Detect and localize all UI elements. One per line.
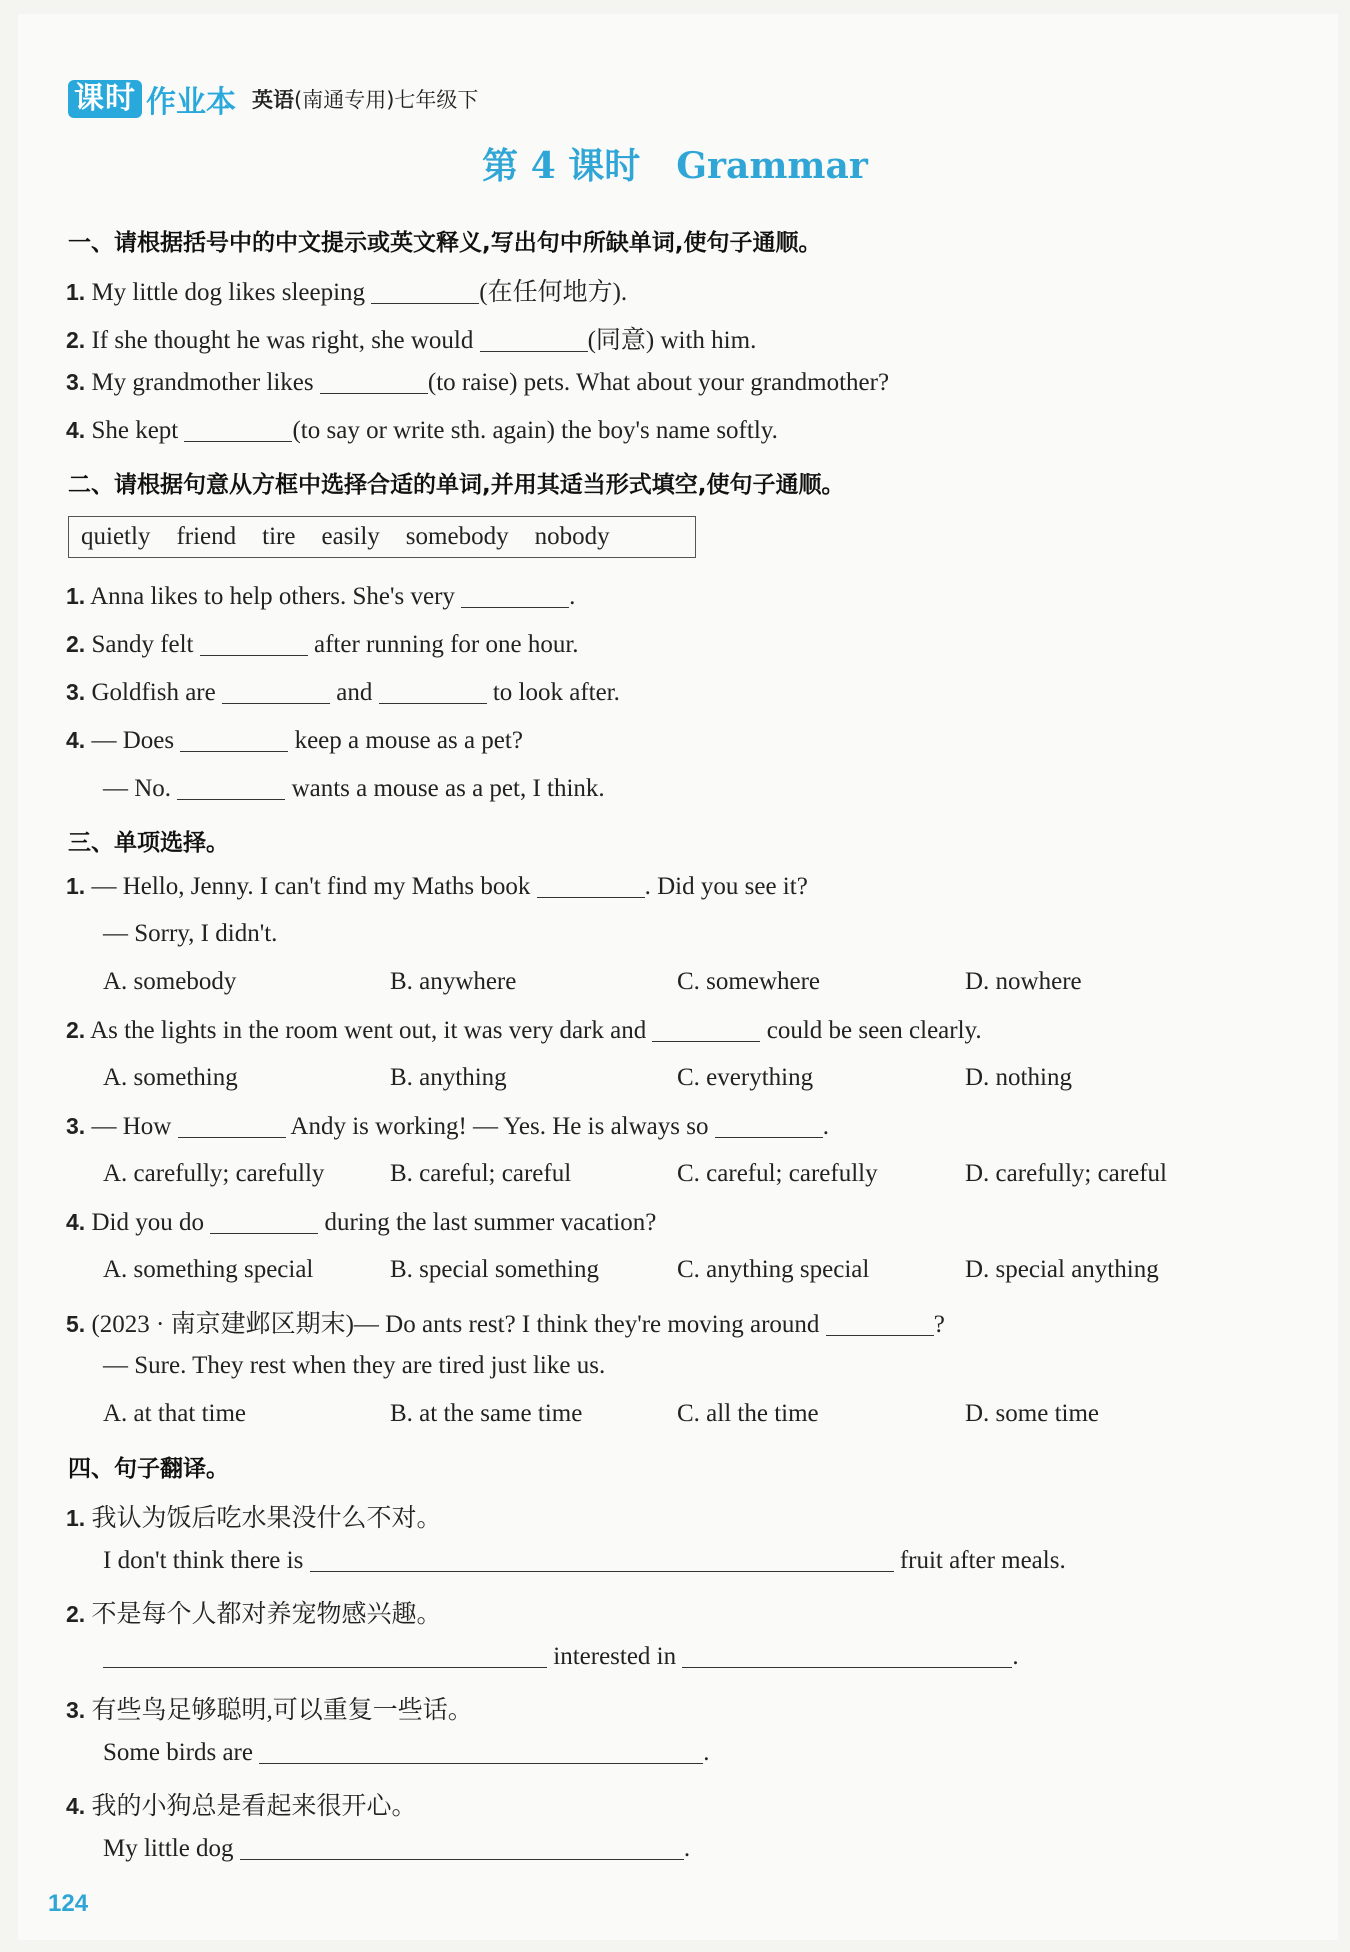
book-logo: [68, 80, 478, 118]
option-d[interactable]: D. nowhere: [965, 968, 1082, 995]
section-2-heading: 二、请根据句意从方框中选择合适的单词,并用其适当形式填空,使句子通顺。: [68, 472, 845, 498]
lesson-title: 第 4 课时 Grammar: [482, 145, 868, 187]
word-box-item: quietly: [81, 523, 151, 550]
option-b[interactable]: B. careful; careful: [390, 1160, 572, 1187]
s4-question-1: 1. 我认为饭后吃水果没什么不对。: [66, 1505, 442, 1532]
word-box: [68, 516, 696, 558]
s3-question-3: 3. — How Andy is working! — Yes. He is always so .: [66, 1113, 829, 1140]
answer-blank[interactable]: [240, 1834, 684, 1860]
option-a[interactable]: A. at that time: [103, 1400, 247, 1427]
s3-question-1-reply: — Sorry, I didn't.: [103, 920, 278, 947]
option-a[interactable]: A. carefully; carefully: [103, 1160, 325, 1187]
answer-blank[interactable]: [379, 678, 487, 704]
s1-question-3: 3. My grandmother likes (to raise) pets. What about your grandmother?: [66, 369, 890, 396]
option-c[interactable]: C. anything special: [677, 1256, 870, 1283]
answer-blank[interactable]: [682, 1642, 1012, 1668]
answer-blank[interactable]: [184, 416, 292, 442]
page-number: 124: [48, 1890, 89, 1917]
s2-question-4-reply: — No. wants a mouse as a pet, I think.: [103, 775, 605, 802]
s3-question-5: 5. (2023 · 南京建邺区期末)— Do ants rest? I think they're moving around ?: [66, 1311, 945, 1338]
option-d[interactable]: D. nothing: [965, 1064, 1072, 1091]
answer-blank[interactable]: [103, 1642, 547, 1668]
answer-blank[interactable]: [826, 1310, 934, 1336]
answer-blank[interactable]: [177, 774, 285, 800]
word-box-item: tire: [262, 523, 296, 550]
answer-blank[interactable]: [222, 678, 330, 704]
s2-question-3: 3. Goldfish are and to look after.: [66, 679, 620, 706]
answer-blank[interactable]: [320, 368, 428, 394]
option-b[interactable]: B. at the same time: [390, 1400, 583, 1427]
word-box-item: easily: [321, 523, 380, 550]
word-box-item: nobody: [534, 523, 610, 550]
option-a[interactable]: A. somebody: [103, 968, 237, 995]
s3-question-5-reply: — Sure. They rest when they are tired just like us.: [103, 1352, 606, 1379]
s4-answer-4: My little dog .: [103, 1835, 691, 1862]
word-box-item: somebody: [405, 523, 509, 550]
s4-answer-1: I don't think there is fruit after meals.: [103, 1547, 1066, 1574]
s1-question-1: 1. My little dog likes sleeping (在任何地方).: [66, 279, 628, 306]
option-d[interactable]: D. carefully; careful: [965, 1160, 1167, 1187]
answer-blank[interactable]: [480, 326, 588, 352]
option-a[interactable]: A. something: [103, 1064, 238, 1091]
answer-blank[interactable]: [310, 1546, 894, 1572]
s2-question-1: 1. Anna likes to help others. She's very .: [66, 583, 576, 610]
s3-question-2: 2. As the lights in the room went out, it was very dark and could be seen clearly.: [66, 1017, 982, 1044]
section-4-heading: 四、句子翻译。: [68, 1456, 229, 1482]
option-b[interactable]: B. special something: [390, 1256, 599, 1283]
s4-question-3: 3. 有些鸟足够聪明,可以重复一些话。: [66, 1697, 473, 1724]
answer-blank[interactable]: [537, 872, 645, 898]
answer-blank[interactable]: [180, 726, 288, 752]
option-b[interactable]: B. anything: [390, 1064, 507, 1091]
s2-question-2: 2. Sandy felt after running for one hour.: [66, 631, 579, 658]
answer-blank[interactable]: [210, 1208, 318, 1234]
logo-badge: 课时: [68, 80, 142, 118]
section-3-heading: 三、单项选择。: [68, 830, 229, 856]
option-d[interactable]: D. special anything: [965, 1256, 1159, 1283]
s4-question-4: 4. 我的小狗总是看起来很开心。: [66, 1793, 417, 1820]
option-c[interactable]: C. somewhere: [677, 968, 821, 995]
answer-blank[interactable]: [371, 278, 479, 304]
s3-question-4: 4. Did you do during the last summer vacation?: [66, 1209, 657, 1236]
option-b[interactable]: B. anywhere: [390, 968, 517, 995]
section-1-heading: 一、请根据括号中的中文提示或英文释义,写出句中所缺单词,使句子通顺。: [68, 230, 822, 256]
s1-question-2: 2. If she thought he was right, she would (同意) with him.: [66, 327, 757, 354]
s1-question-4: 4. She kept (to say or write sth. again) the boy's name softly.: [66, 417, 778, 444]
s4-answer-3: Some birds are .: [103, 1739, 710, 1766]
answer-blank[interactable]: [259, 1738, 703, 1764]
word-box-item: friend: [176, 523, 237, 550]
option-c[interactable]: C. careful; carefully: [677, 1160, 878, 1187]
option-c[interactable]: C. everything: [677, 1064, 814, 1091]
option-c[interactable]: C. all the time: [677, 1400, 819, 1427]
s4-answer-2: interested in .: [103, 1642, 1019, 1671]
s4-question-2: 2. 不是每个人都对养宠物感兴趣。: [66, 1601, 442, 1628]
option-d[interactable]: D. some time: [965, 1400, 1100, 1427]
option-a[interactable]: A. something special: [103, 1256, 314, 1283]
logo-text: 作业本: [146, 85, 236, 120]
s2-question-4: 4. — Does keep a mouse as a pet?: [66, 727, 523, 754]
book-subtitle: 英语(南通专用)七年级下: [252, 88, 479, 112]
answer-blank[interactable]: [652, 1016, 760, 1042]
answer-blank[interactable]: [461, 582, 569, 608]
answer-blank[interactable]: [200, 630, 308, 656]
answer-blank[interactable]: [178, 1112, 286, 1138]
answer-blank[interactable]: [715, 1112, 823, 1138]
s3-question-1: 1. — Hello, Jenny. I can't find my Maths book . Did you see it?: [66, 873, 808, 900]
